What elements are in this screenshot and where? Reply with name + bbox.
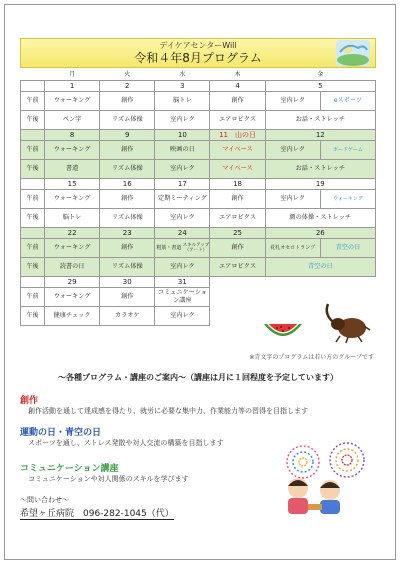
section-heading-sports: 運動の日・青空の日 xyxy=(20,428,102,438)
program-cell: 映画の日 xyxy=(155,140,210,159)
pm-row xyxy=(21,110,376,129)
program-cell-blue: eスポーツ xyxy=(320,91,375,110)
day-number: 8 xyxy=(45,129,100,140)
program-cell: 創作 xyxy=(100,238,155,257)
header-subtitle: デイケアセンターWill xyxy=(159,41,237,50)
program-cell: エアロビクス xyxy=(210,208,265,227)
program-cell: 室内レク xyxy=(155,208,210,227)
weekday-tue: 火 xyxy=(100,70,155,80)
program-cell: 健康チェック xyxy=(45,306,100,325)
day-number: 30 xyxy=(100,276,155,287)
watermelon-illustration xyxy=(262,318,304,344)
program-cell: 室内レク xyxy=(265,189,320,208)
program-cell: ウォーキング xyxy=(45,91,100,110)
program-cell: ウォーキング xyxy=(45,238,100,257)
day-number: 25 xyxy=(210,227,265,238)
program-cell-blue: ウォーキング xyxy=(320,189,375,208)
program-cell: 創作 xyxy=(210,238,265,257)
program-cell: 室内レク xyxy=(155,257,210,276)
day-number: 5 xyxy=(265,80,375,91)
program-cell: 室内レク xyxy=(155,306,210,325)
program-cell: 創作 xyxy=(210,91,265,110)
am-row xyxy=(21,189,376,208)
program-cell-red: マイベース xyxy=(210,159,265,178)
day-number: 3 xyxy=(155,80,210,91)
program-cell: 創作 xyxy=(100,189,155,208)
program-cell: リズム体操 xyxy=(100,159,155,178)
day-number: 4 xyxy=(210,80,265,91)
day-row xyxy=(21,129,376,140)
day-number: 29 xyxy=(45,276,100,287)
beetle-illustration xyxy=(322,300,372,344)
program-cell: ペン字 xyxy=(45,110,100,129)
day-number: 12 xyxy=(265,129,375,140)
program-cell: ウォーキング xyxy=(45,287,100,306)
pm-row xyxy=(21,159,376,178)
program-cell: エアロビクス xyxy=(210,110,265,129)
program-cell: 定期ミーティング xyxy=(155,189,210,208)
weekday-row xyxy=(21,70,376,80)
contact-label: ～問い合わせ～ xyxy=(20,496,69,504)
children-illustration xyxy=(274,474,364,516)
program-cell-blue: 青空の日 xyxy=(320,238,375,257)
day-row xyxy=(21,80,376,91)
section-heading-communication: コミュニケーション講座 xyxy=(20,464,119,474)
program-cell: リズム体操 xyxy=(100,208,155,227)
program-cell-split xyxy=(155,238,210,257)
header-title: 令和４年8月プログラム xyxy=(134,51,262,65)
program-cell: 脳トレ xyxy=(45,208,100,227)
program-cell-blue: 青空の日 xyxy=(265,257,375,276)
day-number: 26 xyxy=(265,227,375,238)
section-text-sports: スポーツを通し、ストレス発散や対人交流の構築を目指します xyxy=(28,439,224,447)
day-number: 1 xyxy=(45,80,100,91)
contact-phone: 希望ヶ丘病院 096-282-1045（代） xyxy=(20,506,174,520)
day-number-holiday: 11 山の日 xyxy=(210,129,265,140)
day-number: 19 xyxy=(265,178,375,189)
day-number: 23 xyxy=(100,227,155,238)
program-cell-blue: ボードゲーム xyxy=(320,140,375,159)
pm-row xyxy=(21,208,376,227)
am-row xyxy=(21,91,376,110)
day-number: 24 xyxy=(155,227,210,238)
program-cell: 読書の日 xyxy=(45,257,100,276)
program-cell: ウォーキング xyxy=(45,189,100,208)
program-cell: お話・ストレッチ xyxy=(265,159,375,178)
program-cell: 脳トレ xyxy=(155,91,210,110)
program-cell: コミュニケーション講座 xyxy=(155,287,210,306)
program-cell: リズム体操 xyxy=(100,257,155,276)
day-number: 18 xyxy=(210,178,265,189)
program-cell: 創作 xyxy=(100,287,155,306)
program-cell: 創作 xyxy=(100,140,155,159)
weekday-wed: 水 xyxy=(155,70,210,80)
day-row xyxy=(21,276,376,287)
program-cell-red: マイベース xyxy=(210,140,265,159)
program-cell: 書道 xyxy=(45,159,100,178)
am-row xyxy=(21,238,376,257)
day-number: 2 xyxy=(100,80,155,91)
pm-label: 午後 xyxy=(21,306,45,325)
day-number: 16 xyxy=(100,178,155,189)
section-text-creation: 創作活動を通して達成感を得たり、就労に必要な集中力、作業能力等の習得を目指します xyxy=(28,407,308,415)
am-label: 午前 xyxy=(21,287,45,306)
day-number: 31 xyxy=(155,276,210,287)
program-guide-intro: ～各種プログラム・講座のご案内～（講座は月に１回程度を予定しています） xyxy=(58,373,338,382)
program-header xyxy=(20,38,376,68)
section-text-communication: コミュニケーションや対人関係のスキルを学びます xyxy=(28,475,189,483)
program-calendar xyxy=(20,70,376,326)
pm-label: 午後 xyxy=(21,257,45,276)
program-cell: 粗筋・書道 xyxy=(156,244,182,251)
pm-row xyxy=(21,257,376,276)
logo-illustration xyxy=(336,40,370,66)
program-cell-blue: スキルアップ（アート） xyxy=(182,242,210,253)
weekday-fri: 金 xyxy=(265,70,375,80)
program-cell: 室内レク xyxy=(265,140,320,159)
weekday-thu: 木 xyxy=(210,70,265,80)
day-number: 17 xyxy=(155,178,210,189)
day-row xyxy=(21,227,376,238)
day-row xyxy=(21,178,376,189)
program-cell: 創作 xyxy=(100,91,155,110)
day-number: 22 xyxy=(45,227,100,238)
day-number: 15 xyxy=(45,178,100,189)
program-cell: ウォーキング xyxy=(45,140,100,159)
program-cell: 顔の体操・ストレッチ xyxy=(265,208,375,227)
am-label: 午前 xyxy=(21,238,45,257)
am-row xyxy=(21,140,376,159)
program-cell: エアロビクス xyxy=(210,257,265,276)
program-cell: リズム体操 xyxy=(100,110,155,129)
day-number: 9 xyxy=(100,129,155,140)
program-cell: お話・ストレッチ xyxy=(265,110,375,129)
pm-label: 午後 xyxy=(21,110,45,129)
program-cell: 室内レク xyxy=(265,91,320,110)
am-label: 午前 xyxy=(21,189,45,208)
am-label: 午前 xyxy=(21,140,45,159)
program-cell: カラオケ xyxy=(100,306,155,325)
program-cell: 創作 xyxy=(210,189,265,208)
pm-label: 午後 xyxy=(21,159,45,178)
day-number: 10 xyxy=(155,129,210,140)
blue-text-note: ※青文字のプログラムは若い方のグループです xyxy=(249,354,374,361)
program-cell: 花札オセロトランプ xyxy=(265,238,320,257)
program-cell: 室内レク xyxy=(155,159,210,178)
weekday-mon: 月 xyxy=(45,70,100,80)
program-cell: 室内レク xyxy=(155,110,210,129)
pm-label: 午後 xyxy=(21,208,45,227)
am-label: 午前 xyxy=(21,91,45,110)
section-heading-creation: 創作 xyxy=(20,396,39,406)
